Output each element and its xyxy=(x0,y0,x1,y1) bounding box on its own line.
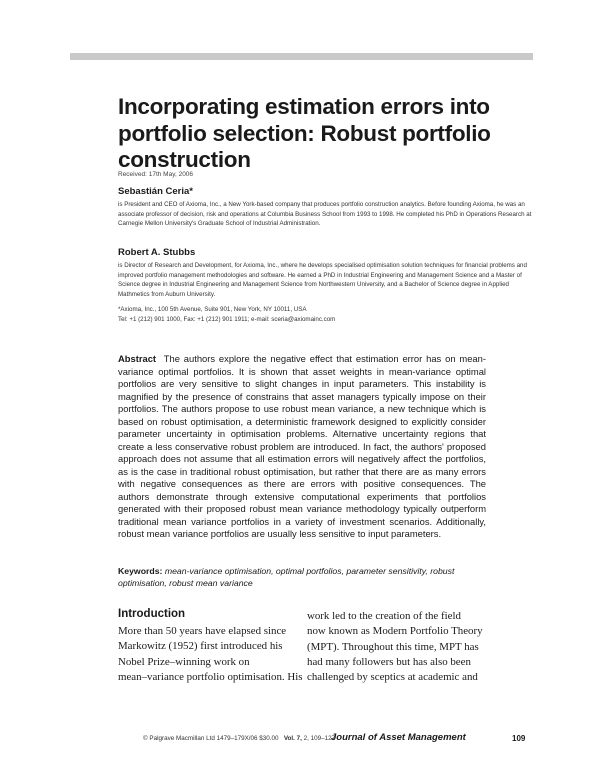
footer-copyright: © Palgrave Macmillan Ltd 1479–179X/06 $30.00 xyxy=(143,735,279,742)
header-rule xyxy=(70,53,533,60)
author-name-2: Robert A. Stubbs xyxy=(118,247,196,258)
article-title: Incorporating estimation errors into portfolio selection: Robust portfolio construction xyxy=(118,94,491,172)
author-bio-2: is Director of Research and Development, for Axioma, Inc., where he develops specialised optimisation solution techniques for financial problems and improved portfolio management methodologies and software. He earned a PhD in Industrial Engineering and Management Science and a Master of Science degree in Industrial Engineering and Management Science from Northwestern University, and a Bachelor of Science degree in Applied Mathmetics from Auburn University. xyxy=(118,262,527,298)
section-heading-introduction: Introduction xyxy=(118,608,186,620)
abstract-label: Abstract xyxy=(118,353,157,364)
text-line: Markowitz (1952) first introduced his xyxy=(118,640,283,653)
text-line: challenged by sceptics at academic and xyxy=(307,671,478,684)
footer-issue-pages: 2, 109–127 xyxy=(303,735,336,742)
author-bio-1: is President and CEO of Axioma, Inc., a New York-based company that produces portfolio construction analytics. Before founding Axioma, he was an associate professor of decision, risk and operations at Columbia Business School from 1993 to 1998. He completed his PhD in Operations Research at Carnegie Mellon University's Graduate School of Industrial Administration. xyxy=(118,201,532,228)
keywords-label: Keywords: xyxy=(118,566,163,576)
journal-name: Journal of Asset Management xyxy=(331,732,466,743)
keywords xyxy=(118,565,486,589)
abstract-text: The authors explore the negative effect that estimation error has on mean-variance optimal portfolios. It is shown that asset weights in mean-variance optimal portfolios are very sensitive to slight changes in input parameters. This instability is magnified by the presence of constrains that asset managers typically impose on their portfolios. The authors propose to use robust mean variance, a new technique which is based on robust optimisation, a deterministic framework designed to explicitly consider parameter uncertainty in optimisation problems. Alternative uncertainty regions that create a less conservative robust problem are introduced. In fact, the authors' proposed approach does not assume that all estimation errors will negatively affect the portfolios, as is the case in traditional robust optimisation, but rather that there are as many errors with negative consequences as there are errors with positive consequences. The authors demonstrate through extensive computational experiments that portfolios generated with their proposed robust mean variance methodology typically outperform traditional mean variance portfolios in a variety of investment scenarios. Additionally, robust mean variance portfolios are usually less sensitive to input parameters. xyxy=(118,353,486,539)
text-line: had many followers but has also been xyxy=(307,655,471,668)
address-line: *Axioma, Inc., 100 5th Avenue, Suite 901, New York, NY 10011, USA xyxy=(118,306,307,313)
abstract xyxy=(118,353,486,541)
page-number: 109 xyxy=(512,734,526,743)
contact-line: Tel: +1 (212) 901 1000, Fax: +1 (212) 901 1911; e-mail: sceria@axiomainc.com xyxy=(118,315,336,323)
text-line: work led to the creation of the field xyxy=(307,610,461,622)
intro-column-left xyxy=(118,624,303,685)
received-date: Received: 17th May, 2006 xyxy=(118,171,194,178)
footer-citation xyxy=(143,735,335,747)
correspondence-address xyxy=(118,305,538,324)
keywords-text: mean-variance optimisation, optimal portfolios, parameter sensitivity, robust optimisation, robust mean variance xyxy=(118,566,455,589)
author-name-1: Sebastián Ceria* xyxy=(118,186,193,197)
text-line: More than 50 years have elapsed since xyxy=(118,625,287,637)
text-line: now known as Modern Portfolio Theory xyxy=(307,625,483,638)
text-line: (MPT). Throughout this time, MPT has xyxy=(307,640,479,653)
footer-volume: Vol. 7, xyxy=(283,735,302,742)
text-line: mean–variance portfolio optimisation. His xyxy=(118,670,303,683)
intro-column-right xyxy=(307,609,487,685)
text-line: Nobel Prize–winning work on xyxy=(118,655,250,668)
